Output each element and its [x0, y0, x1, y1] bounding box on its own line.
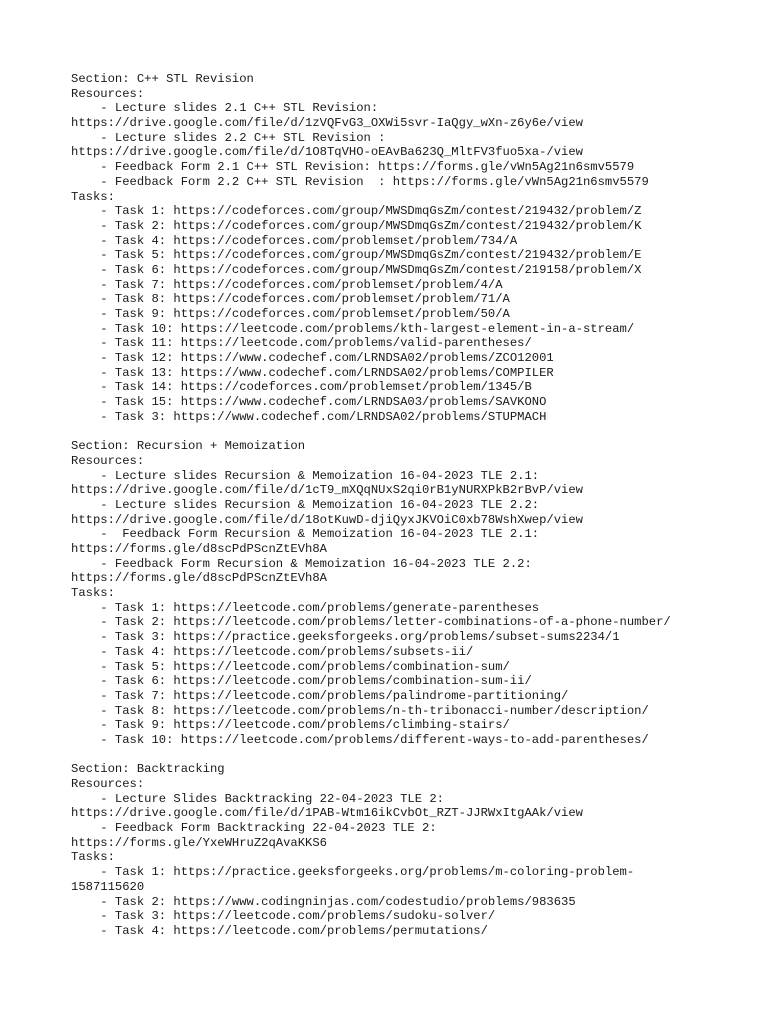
task-item: - Task 9: https://leetcode.com/problems/climbing-stairs/	[71, 718, 510, 733]
section-spacer	[71, 748, 761, 763]
task-item: - Task 4: https://leetcode.com/problems/subsets-ii/	[71, 644, 474, 659]
task-item: - Task 8: https://leetcode.com/problems/n-th-tribonacci-number/description/	[71, 703, 649, 718]
task-item: - Task 1: https://leetcode.com/problems/generate-parentheses	[71, 600, 540, 615]
task-item: - Task 3: https://leetcode.com/problems/sudoku-solver/	[71, 909, 496, 924]
resource-item: - Lecture slides 2.1 C++ STL Revision:	[71, 101, 379, 116]
task-item: - Task 8: https://codeforces.com/problemset/problem/71/A	[71, 292, 510, 307]
task-item: - Task 5: https://leetcode.com/problems/combination-sum/	[71, 659, 510, 674]
section-block	[71, 439, 761, 747]
section-block	[71, 72, 761, 425]
resource-item: - Lecture slides 2.2 C++ STL Revision :	[71, 130, 386, 145]
resource-item: - Feedback Form 2.1 C++ STL Revision: https://forms.gle/vWn5Ag21n6smv5579	[71, 160, 635, 175]
resource-link: https://drive.google.com/file/d/1O8TqVHO-oEAvBa623Q_MltFV3fuo5xa-/view	[71, 145, 583, 160]
resource-link: https://drive.google.com/file/d/1cT9_mXQqNUxS2qi0rB1yNURXPkB2rBvP/view	[71, 483, 583, 498]
task-item: - Task 3: https://www.codechef.com/LRNDSA02/problems/STUPMACH	[71, 409, 547, 424]
section-heading: Section: C++ STL Revision	[71, 72, 254, 86]
task-item: - Task 2: https://codeforces.com/group/MWSDmqGsZm/contest/219432/problem/K	[71, 218, 642, 233]
task-item: - Task 1: https://codeforces.com/group/MWSDmqGsZm/contest/219432/problem/Z	[71, 204, 642, 219]
task-item: - Task 1: https://practice.geeksforgeeks.org/problems/m-coloring-problem-	[71, 865, 635, 880]
task-item: - Task 12: https://www.codechef.com/LRNDSA02/problems/ZCO12001	[71, 351, 554, 366]
resource-link: https://drive.google.com/file/d/1PAB-Wtm16ikCvbOt_RZT-JJRWxItgAAk/view	[71, 806, 583, 821]
tasks-heading: Tasks:	[71, 586, 115, 601]
task-item: - Task 10: https://leetcode.com/problems/different-ways-to-add-parentheses/	[71, 732, 649, 747]
section-block	[71, 762, 761, 938]
resource-item: - Feedback Form Backtracking 22-04-2023 TLE 2:	[71, 821, 437, 836]
resource-item: - Lecture Slides Backtracking 22-04-2023 TLE 2:	[71, 791, 444, 806]
resources-heading: Resources:	[71, 777, 145, 791]
task-item: - Task 3: https://practice.geeksforgeeks.org/problems/subset-sums2234/1	[71, 630, 620, 645]
text-line: 1587115620	[71, 879, 145, 894]
task-item: - Task 13: https://www.codechef.com/LRNDSA02/problems/COMPILER	[71, 365, 554, 380]
tasks-heading: Tasks:	[71, 850, 115, 865]
resource-item: - Feedback Form 2.2 C++ STL Revision : https://forms.gle/vWn5Ag21n6smv5579	[71, 174, 649, 189]
resource-link: https://drive.google.com/file/d/1zVQFvG3_OXWi5svr-IaQgy_wXn-z6y6e/view	[71, 116, 583, 131]
task-item: - Task 4: https://leetcode.com/problems/permutations/	[71, 923, 488, 938]
task-item: - Task 10: https://leetcode.com/problems/kth-largest-element-in-a-stream/	[71, 321, 635, 336]
section-heading: Section: Backtracking	[71, 762, 225, 777]
resources-heading: Resources:	[71, 453, 145, 468]
task-item: - Task 2: https://leetcode.com/problems/letter-combinations-of-a-phone-number/	[71, 615, 671, 630]
resource-item: - Feedback Form Recursion & Memoization 16-04-2023 TLE 2.1:	[71, 527, 540, 542]
resources-heading: Resources:	[71, 86, 145, 101]
task-item: - Task 6: https://codeforces.com/group/MWSDmqGsZm/contest/219158/problem/X	[71, 262, 642, 277]
task-item: - Task 6: https://leetcode.com/problems/combination-sum-ii/	[71, 674, 532, 689]
task-item: - Task 14: https://codeforces.com/problemset/problem/1345/B	[71, 380, 532, 395]
task-item: - Task 11: https://leetcode.com/problems/valid-parentheses/	[71, 336, 532, 351]
task-item: - Task 7: https://codeforces.com/problemset/problem/4/A	[71, 277, 503, 292]
section-heading: Section: Recursion + Memoization	[71, 439, 306, 454]
task-item: - Task 7: https://leetcode.com/problems/palindrome-partitioning/	[71, 688, 569, 703]
resource-item: - Feedback Form Recursion & Memoization 16-04-2023 TLE 2.2:	[71, 556, 532, 571]
task-item: - Task 9: https://codeforces.com/problemset/problem/50/A	[71, 307, 510, 321]
task-item: - Task 4: https://codeforces.com/problemset/problem/734/A	[71, 233, 518, 248]
resource-link: https://forms.gle/d8scPdPScnZtEVh8A	[71, 542, 327, 556]
resource-item: - Lecture slides Recursion & Memoization 16-04-2023 TLE 2.1:	[71, 468, 540, 483]
tasks-heading: Tasks:	[71, 189, 115, 204]
document-body	[71, 72, 761, 939]
section-spacer	[71, 425, 761, 440]
resource-item: - Lecture slides Recursion & Memoization 16-04-2023 TLE 2.2:	[71, 497, 540, 512]
resource-link: https://drive.google.com/file/d/18otKuwD-djiQyxJKVOiC0xb78WshXwep/view	[71, 512, 583, 527]
task-item: - Task 2: https://www.codingninjas.com/codestudio/problems/983635	[71, 894, 576, 909]
task-item: - Task 5: https://codeforces.com/group/MWSDmqGsZm/contest/219432/problem/E	[71, 248, 642, 263]
task-item: - Task 15: https://www.codechef.com/LRNDSA03/problems/SAVKONO	[71, 395, 547, 410]
resource-link: https://forms.gle/YxeWHruZ2qAvaKKS6	[71, 835, 327, 850]
resource-link: https://forms.gle/d8scPdPScnZtEVh8A	[71, 571, 327, 586]
